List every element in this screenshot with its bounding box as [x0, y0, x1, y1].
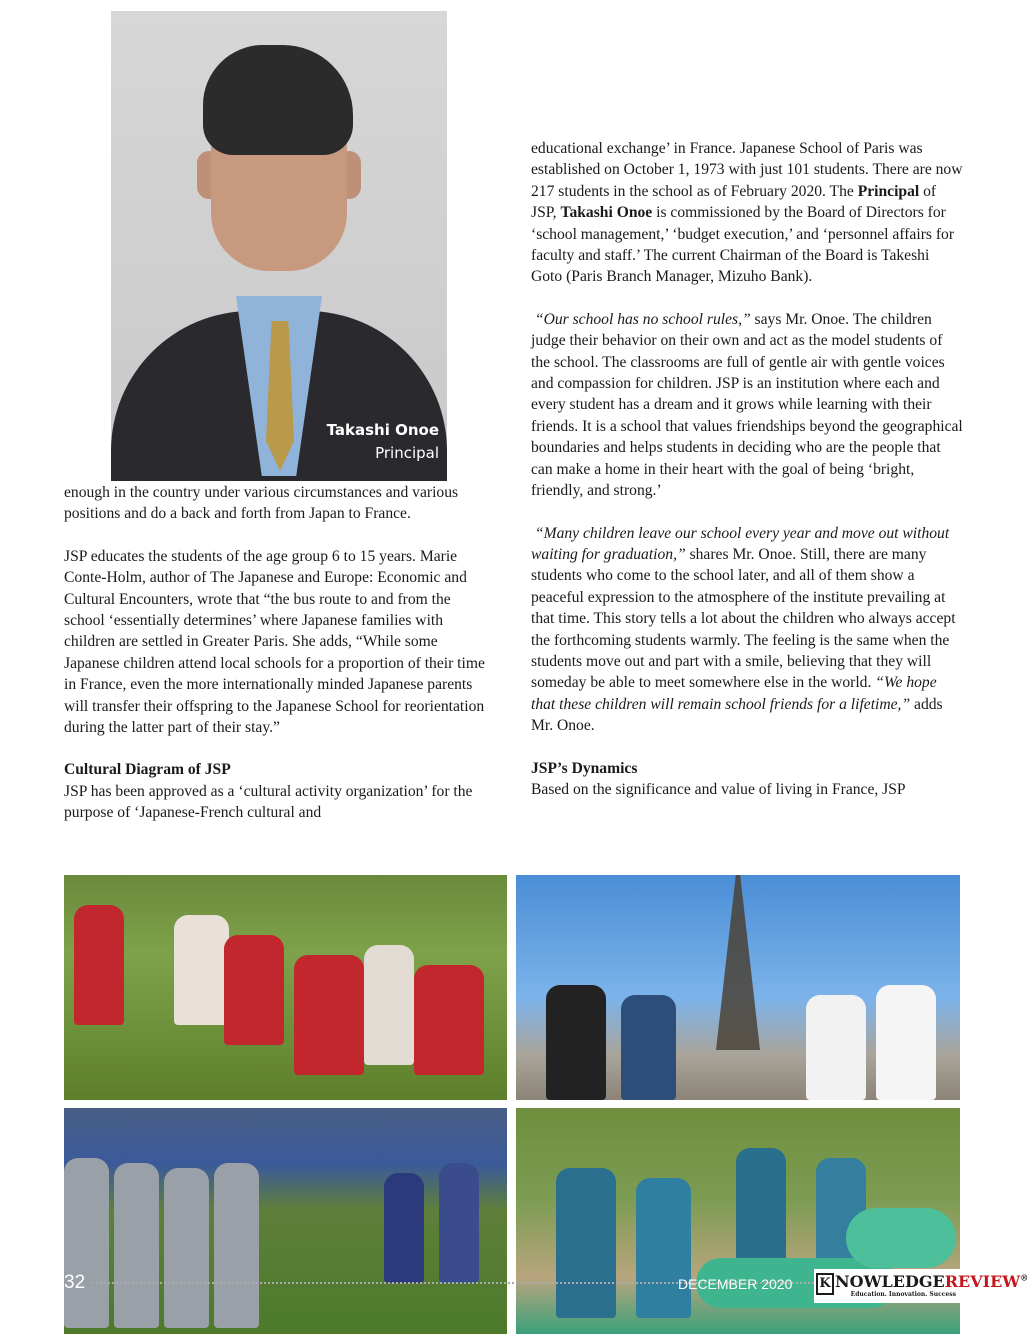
- right-p3-quote-1: “Many children leave our school every year and move out without waiting for graduation,”: [531, 524, 950, 563]
- logo-registered-mark: ®: [1020, 1272, 1028, 1283]
- right-paragraph-4: Based on the significance and value of living in France, JSP: [531, 780, 906, 798]
- right-column: [531, 138, 963, 800]
- right-paragraph-1: [531, 138, 963, 288]
- right-p3-text: shares Mr. Onoe. Still, there are many students who come to the school later, and all of them show a peaceful expression to the atmosphere of the institute prevailing at that time. This story tells a lot about the children who always accept the forthcoming students warmly. The feeling is the same when the students move out and part with a smile, believing that they will someday be able to meet somewhere else in the world.: [531, 545, 956, 692]
- section-heading-cultural-diagram: Cultural Diagram of JSP: [64, 761, 231, 779]
- right-p2-text: says Mr. Onoe. The children judge their behavior on their own and act as the model students of the school. The classrooms are full of gentle air with gentle voices and compassion for children. JSP is an institution where each and every student has a dream and it grows while learning with their friends. It is a school that values friendships beyond the geographical boundaries and helps students in deciding who are the people that can make a home in their heart with the goal of being ‘bright, friendly, and strong.’: [531, 310, 963, 500]
- photo-stadium-students: [64, 1108, 507, 1334]
- left-paragraph-2: JSP educates the students of the age group 6 to 15 years. Marie Conte-Holm, author of The Japanese and Europe: Economic and Cultural Encounters, wrote that “the bus route to and from the school ‘essentially determines’ where Japanese families with children are settled in Greater Paris. She adds, “While some Japanese children attend local schools for a proportion of their time in France, even the more internationally minded Japanese parents will transfer their offspring to the Japanese School for reorientation during the latter part of their stay.”: [64, 547, 485, 737]
- photo-eiffel-tower: [516, 875, 960, 1100]
- right-p1-text-a: educational exchange’ in France. Japanese School of Paris was established on October 1, 1973 with just 101 students. There are now 217 students in the school as of February 2020. The: [531, 140, 963, 200]
- logo-k-mark: K: [816, 1273, 834, 1295]
- right-paragraph-3: [531, 523, 963, 737]
- portrait-hair: [203, 45, 353, 155]
- logo-accent-text: REVIEW: [944, 1272, 1021, 1291]
- right-p1-text-c: of JSP,: [531, 182, 937, 222]
- photo-students-dancing: [64, 875, 507, 1100]
- logo-main-text: NOWLEDGE: [835, 1272, 945, 1291]
- right-section: [531, 758, 963, 801]
- issue-date: DECEMBER 2020: [678, 1276, 793, 1292]
- right-p1-text-e: is commissioned by the Board of Directors for ‘school management,’ ‘budget execution,’ and ‘personnel affairs for faculty and staff.’ The current Chairman of the Board is Takeshi Goto (Paris Branch Manager, Mizuho Bank).: [531, 204, 955, 286]
- left-column: [64, 482, 494, 824]
- right-paragraph-2: [531, 309, 963, 502]
- left-section: [64, 759, 494, 823]
- right-p3-quote-2: “We hope that these children will remain school friends for a lifetime,”: [531, 674, 937, 713]
- page-number: 32: [64, 1272, 86, 1293]
- left-paragraph-3: JSP has been approved as a ‘cultural activity organization’ for the purpose of ‘Japanese-French cultural and: [64, 782, 473, 822]
- right-p1-bold-name: Takashi Onoe: [560, 204, 653, 222]
- section-heading-dynamics: JSP’s Dynamics: [531, 759, 638, 777]
- logo-tagline: Education. Innovation. Success: [850, 1291, 956, 1298]
- portrait-photo: [111, 11, 447, 472]
- portrait-caption-role: Principal: [375, 444, 439, 462]
- right-p1-bold-principal: Principal: [857, 182, 920, 200]
- right-p2-quote: “Our school has no school rules,”: [534, 310, 751, 328]
- left-paragraph-1: enough in the country under various circumstances and various positions and do a back and forth from Japan to France.: [64, 484, 459, 523]
- magazine-logo: [814, 1269, 1028, 1303]
- portrait-caption-name: Takashi Onoe: [326, 421, 439, 439]
- right-p3-end: adds Mr. Onoe.: [531, 695, 943, 735]
